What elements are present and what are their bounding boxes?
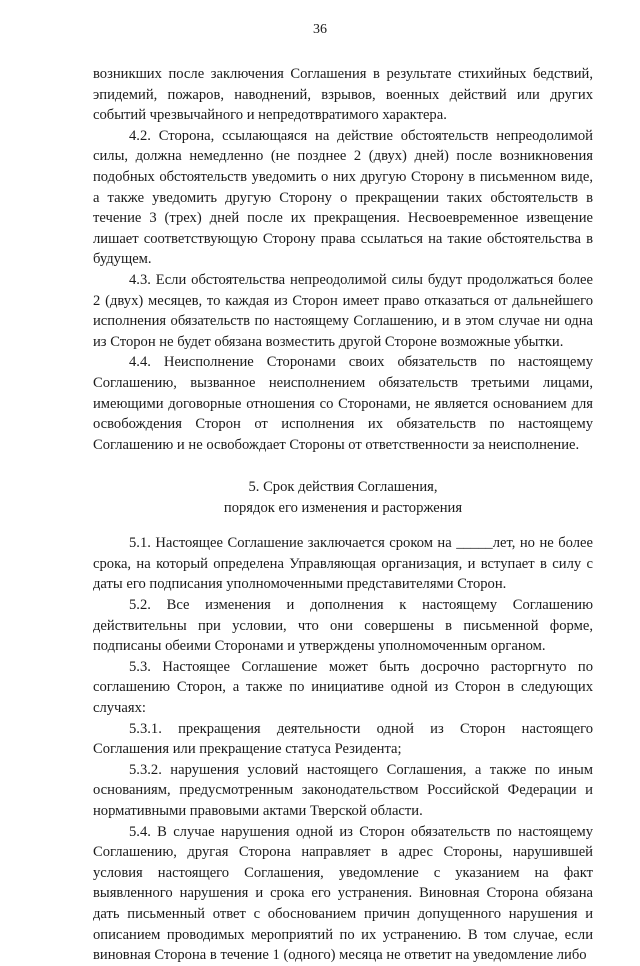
paragraph-5-3: 5.3. Настоящее Соглашение может быть досрочно расторгнуто по соглашению Сторон, а также по инициативе одной из Сторон в следующих случаях: (93, 658, 593, 717)
paragraph-4-1-continuation: возникших после заключения Соглашения в результате стихийных бедствий, эпидемий, пожаров, наводнений, взрывов, военных действий или других событий чрезвычайного и непредотвратимого характера. (93, 66, 593, 124)
section-5-heading-line2: порядок его изменения и расторжения (223, 500, 463, 517)
paragraph-5-4: 5.4. В случае нарушения одной из Сторон обязательств по настоящему Соглашению, другая Сторона направляет в адрес Стороны, нарушившей условия настоящего Соглашения, уведомление с указанием на факт выявленного нарушения и срока его устранения. Виновная Сторона обязана дать письменный ответ с обоснованием причин допущенного нарушения и описанием проводимых мероприятий по их устранению. В том случае, если виновная Сторона в течение 1 (одного) месяца не ответит на уведомление либо (93, 823, 593, 964)
paragraph-4-2: 4.2. Сторона, ссылающаяся на действие обстоятельств непреодолимой силы, должна немедленно (не позднее 2 (двух) дней) после возникновения подобных обстоятельств уведомить о них другую Сторону в письменном виде, а также уведомить другую Сторону о прекращении таких обстоятельств в течение 3 (трех) дней после их прекращения. Несвоевременное извещение лишает соответствующую Сторону права ссылаться на такие обстоятельства в будущем. (93, 127, 593, 268)
paragraph-5-3-2: 5.3.2. нарушения условий настоящего Соглашения, а также по иным основаниям, предусмотренным законодательством Российской Федерации и нормативными правовыми актами Тверской области. (93, 761, 593, 819)
section-5-heading-line1: 5. Срок действия Соглашения, (248, 479, 438, 496)
paragraph-4-3: 4.3. Если обстоятельства непреодолимой силы будут продолжаться более 2 (двух) месяцев, то каждая из Сторон имеет право отказаться от дальнейшего исполнения обязательств по настоящему Соглашению, и в этом случае ни одна из Сторон не будет обязана возместить другой Стороне возможные убытки. (93, 271, 593, 350)
page-number: 36 (313, 22, 327, 37)
paragraph-4-4: 4.4. Неисполнение Сторонами своих обязательств по настоящему Соглашению, вызванное неисполнением обязательств третьими лицами, имеющими договорные отношения со Сторонами, не является основанием для освобождения Сторон от исполнения их обязательств по настоящему Соглашению и не освобождает Стороны от ответственности за неисполнение. (93, 354, 593, 453)
paragraph-5-1: 5.1. Настоящее Соглашение заключается сроком на _____лет, но не более срока, на который определена Управляющая организация, и вступает в силу с даты его подписания уполномоченными представителями Сторон. (93, 535, 593, 593)
paragraph-5-2: 5.2. Все изменения и дополнения к настоящему Соглашению действительны при условии, что они совершены в письменной форме, подписаны обеими Сторонами и утверждены уполномоченным органом. (93, 597, 593, 655)
section-5-heading (93, 477, 593, 519)
document-body (93, 64, 593, 966)
paragraph-5-3-1: 5.3.1. прекращения деятельности одной из Сторон настоящего Соглашения или прекращение статуса Резидента; (93, 720, 593, 758)
